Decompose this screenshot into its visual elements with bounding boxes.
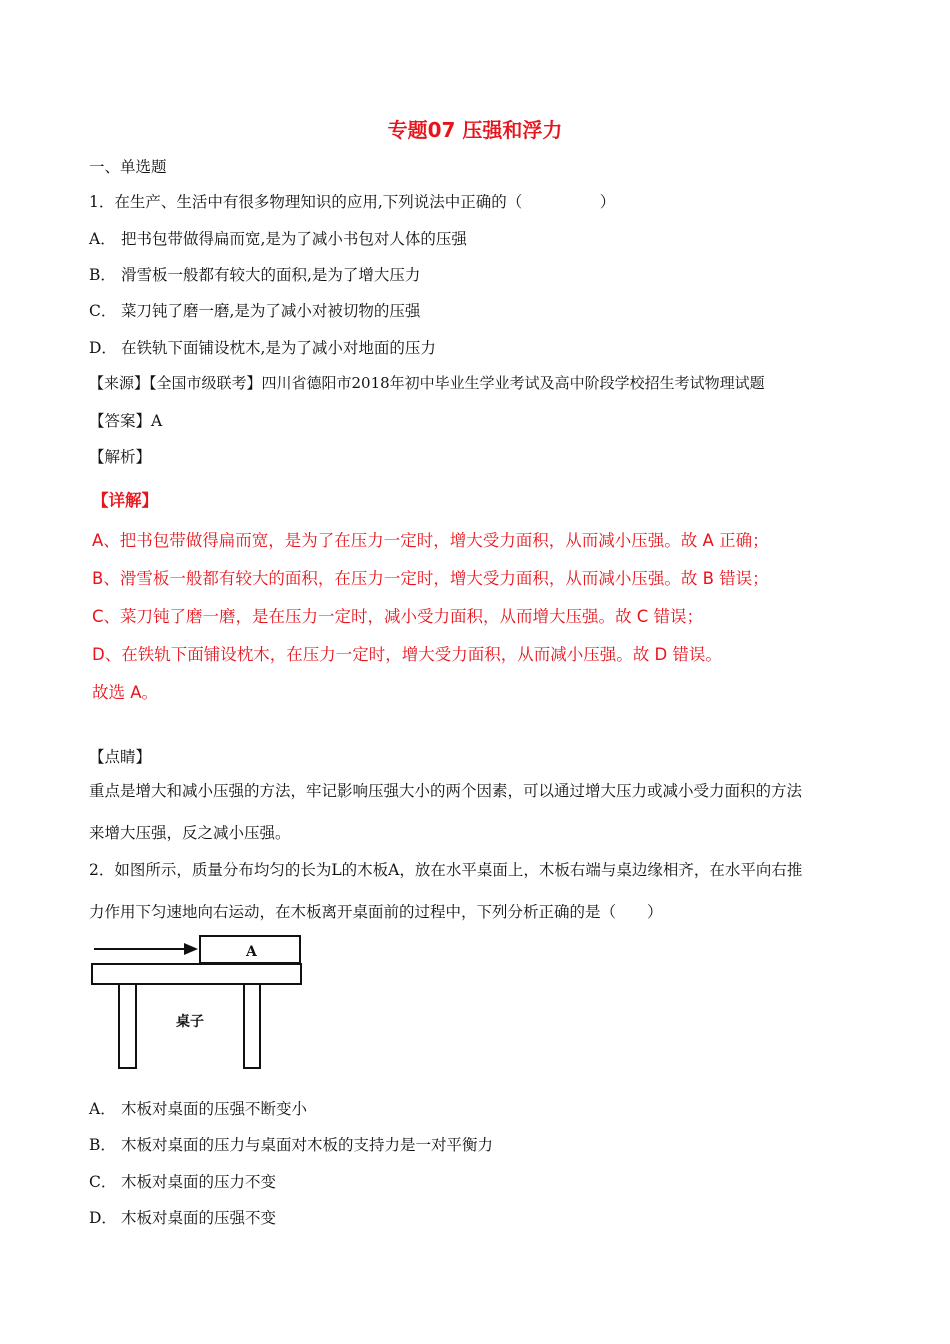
question-2-stem-line-1: 2．如图所示，质量分布均匀的长为L的木板A，放在水平桌面上，木板右端与桌边缘相齐，在水平向右推	[89, 861, 803, 879]
q1-detail-conclusion: 故选 A。	[92, 683, 159, 702]
q2-option-b	[89, 1133, 493, 1155]
q1-point-line-2: 来增大压强，反之减小压强。	[89, 824, 291, 842]
q1-detail-label: 【详解】	[92, 491, 158, 510]
option-letter: B．	[89, 266, 116, 284]
q2-option-d	[89, 1206, 276, 1228]
q1-point-line-1: 重点是增大和减小压强的方法，牢记影响压强大小的两个因素，可以通过增大压力或减小受力面积的方法	[89, 782, 803, 800]
option-letter: C．	[89, 1173, 117, 1191]
q1-detail-line-a: A、把书包带做得扁而宽，是为了在压力一定时，增大受力面积，从而减小压强。故 A 正确；	[92, 531, 769, 550]
table-leg-left	[119, 984, 136, 1068]
option-text: 木板对桌面的压力与桌面对木板的支持力是一对平衡力	[121, 1136, 494, 1154]
question-1-stem: 1．在生产、生活中有很多物理知识的应用,下列说法中正确的（ ）	[89, 193, 616, 211]
option-text: 把书包带做得扁而宽,是为了减小书包对人体的压强	[121, 230, 467, 248]
section-heading: 一、单选题	[89, 158, 167, 176]
q1-point-label: 【点睛】	[89, 748, 152, 766]
page-title: 专题07 压强和浮力	[387, 118, 563, 142]
option-text: 菜刀钝了磨一磨,是为了减小对被切物的压强	[121, 302, 421, 320]
q1-answer: 【答案】A	[89, 412, 163, 430]
option-text: 木板对桌面的压强不变	[121, 1209, 277, 1227]
q1-detail-line-b: B、滑雪板一般都有较大的面积，在压力一定时，增大受力面积，从而减小压强。故 B 错误；	[92, 569, 769, 588]
option-text: 在铁轨下面铺设枕木,是为了减小对地面的压力	[121, 339, 436, 357]
option-letter: D．	[89, 339, 117, 357]
option-text: 木板对桌面的压力不变	[121, 1173, 277, 1191]
option-text: 木板对桌面的压强不断变小	[121, 1100, 308, 1118]
tabletop	[92, 964, 301, 984]
board-a-label: A	[246, 944, 257, 960]
option-letter: B．	[89, 1136, 116, 1154]
q1-option-d	[89, 336, 436, 358]
q1-option-c	[89, 299, 420, 321]
q1-option-a	[89, 227, 467, 249]
question-2-stem-line-2: 力作用下匀速地向右运动，在木板离开桌面前的过程中，下列分析正确的是（ ）	[89, 903, 663, 921]
q1-option-b	[89, 263, 420, 285]
option-text: 滑雪板一般都有较大的面积,是为了增大压力	[121, 266, 421, 284]
q1-source: 【来源】【全国市级联考】四川省德阳市2018年初中毕业生学业考试及高中阶段学校招生考试物理试题	[89, 374, 765, 392]
option-letter: A．	[89, 230, 116, 248]
q2-option-a	[89, 1097, 307, 1119]
table-label: 桌子	[176, 1014, 204, 1030]
q1-detail-line-d: D、在铁轨下面铺设枕木，在压力一定时，增大受力面积，从而减小压强。故 D 错误。	[92, 645, 722, 664]
option-letter: C．	[89, 302, 117, 320]
q1-detail-line-c: C、菜刀钝了磨一磨，是在压力一定时，减小受力面积，从而增大压强。故 C 错误；	[92, 607, 704, 626]
q2-option-c	[89, 1170, 276, 1192]
option-letter: A．	[89, 1100, 116, 1118]
push-arrow	[94, 943, 198, 955]
table-leg-right	[244, 984, 260, 1068]
q1-analysis-label: 【解析】	[89, 448, 152, 466]
option-letter: D．	[89, 1209, 117, 1227]
board-on-table-figure	[88, 930, 308, 1075]
